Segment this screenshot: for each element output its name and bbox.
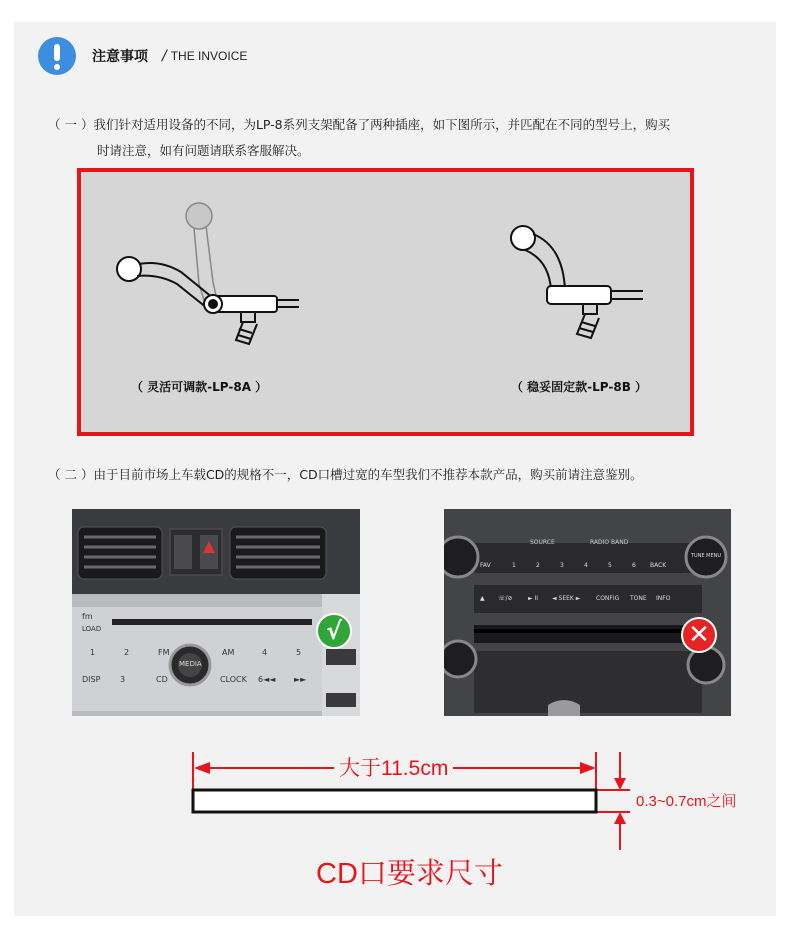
exclamation-bar [54, 44, 60, 61]
section-subtitle: THE INVOICE [170, 49, 248, 63]
function-button: INFO [656, 595, 671, 602]
radio-button: 1 [90, 648, 96, 657]
lp8a-ghost-arm [186, 203, 217, 300]
load-button: LOAD [82, 625, 102, 633]
function-button: TONE [630, 595, 647, 602]
section-title: 注意事项 [92, 49, 148, 65]
note-one-line1: （ 一 ）我们针对适用设备的不同，为LP-8系列支架配备了两种插座，如下图所示，并匹配在不同的型号上，购买 [48, 117, 671, 132]
function-button: CONFIG [596, 595, 620, 602]
lp8b-mount [511, 226, 643, 338]
mount-types-figure [77, 168, 694, 436]
function-button: ☏/⊘ [498, 595, 513, 602]
media-button: MEDIA [179, 660, 202, 668]
function-button: ◄ SEEK ► [552, 595, 581, 602]
radio-button: CD [156, 675, 168, 684]
source-label: SOURCE [530, 539, 555, 546]
radio-band-label: RADIO BAND [590, 539, 629, 546]
width-arrow-left [194, 762, 210, 774]
radio-button: 2 [124, 648, 130, 657]
width-arrow-right [580, 762, 596, 774]
radio-button: 3 [120, 675, 126, 684]
lp8a-mount [117, 257, 299, 344]
unsuitable-cd-photo [444, 509, 731, 716]
preset-button: FAV [480, 562, 491, 569]
brand-label: fm [82, 612, 93, 621]
preset-button: 6 [632, 562, 636, 569]
cd-slot-outline [193, 790, 596, 812]
lp8b-caption: （ 稳妥固定款-LP-8B ） [511, 380, 648, 394]
section-header [38, 36, 247, 76]
preset-button: 4 [584, 562, 588, 569]
check-icon: √ [316, 613, 352, 649]
gap-arrow-top [614, 778, 626, 790]
preset-button: 3 [560, 562, 564, 569]
preset-button: 5 [608, 562, 612, 569]
radio-button: DISP [82, 675, 101, 684]
radio-button: FM [158, 648, 170, 657]
cross-icon: ✕ [681, 617, 717, 653]
radio-button: 5 [296, 648, 302, 657]
lp8a-caption: （ 灵活可调款-LP-8A ） [131, 380, 268, 394]
radio-button: AM [222, 648, 235, 657]
gap-arrow-bottom [614, 812, 626, 824]
radio-button: 6◄◄ [258, 675, 276, 684]
note-one-line2: 时请注意，如有问题请联系客服解决。 [97, 143, 310, 158]
note-two: （ 二 ）由于目前市场上车载CD的规格不一，CD口槽过宽的车型我们不推荐本款产品，购买前请注意鉴别。 [48, 467, 643, 482]
preset-button: 1 [512, 562, 516, 569]
preset-button: BACK [650, 562, 667, 569]
radio-button: CLOCK [220, 675, 247, 684]
slot-width-label: 大于11.5cm [334, 752, 453, 782]
exclamation-icon [38, 37, 76, 75]
function-button: ▲ [480, 595, 485, 602]
tune-menu-knob-label: TUNE MENU [690, 553, 722, 559]
suitable-cd-photo [72, 509, 360, 716]
suitable-dashboard-drawing [72, 509, 360, 716]
preset-button: 2 [536, 562, 540, 569]
cd-slot-caption: CD口要求尺寸 [316, 858, 503, 890]
slot-gap-label: 0.3~0.7cm之间 [636, 793, 737, 810]
unsuitable-dashboard-drawing [444, 509, 731, 716]
title-separator: / [162, 48, 167, 64]
exclamation-dot [54, 64, 60, 70]
function-button: ► II [528, 595, 539, 602]
radio-button: ►► [294, 675, 307, 684]
radio-button: 4 [262, 648, 268, 657]
